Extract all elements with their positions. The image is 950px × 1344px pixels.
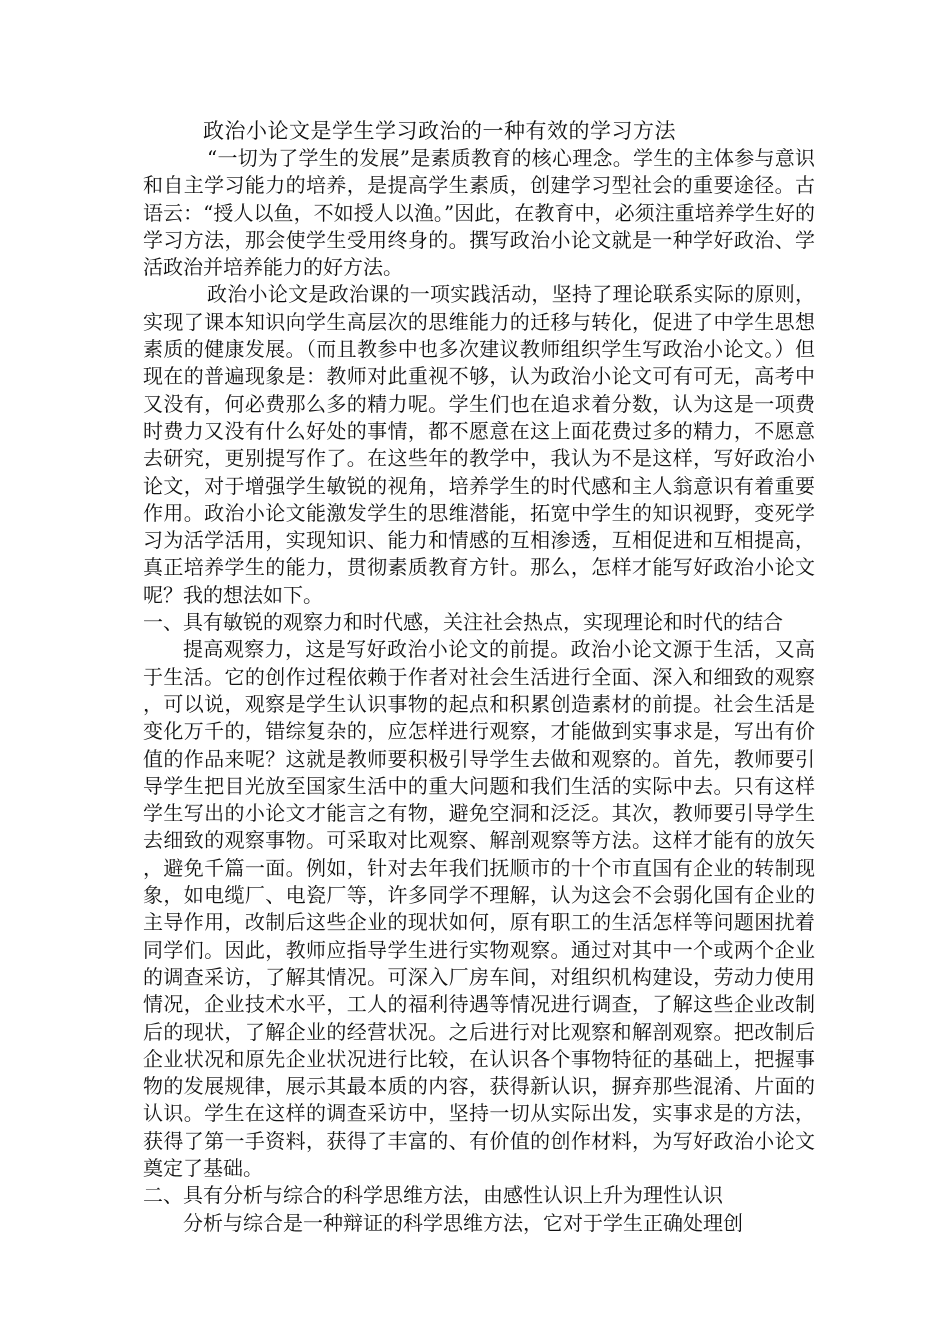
section-heading-2: 二、具有分析与综合的科学思维方法，由感性认识上升为理性认识: [143, 1183, 723, 1208]
section-1-paragraph: 提高观察力，这是写好政治小论文的前提。政治小论文源于生活，又高于生活。它的创作过程依赖于作者对社会生活进行全面、深入和细致的观察，可以说，观察是学生认识事物的起点和积累创造素材的前提。社会生活是变化万千的，错综复杂的，应怎样进行观察，才能做到实事求是，写出有价值的作品来呢？这就是教师要积极引导学生去做和观察的。首先，教师要引导学生把目光放至国家生活中的重大问题和我们生活的实际中去。只有这样学生写出的小论文才能言之有物，避免空洞和泛泛。其次，教师要引导学生去细致的观察事物。可采取对比观察、解剖观察等方法。这样才能有的放矢，避免千篇一面。例如，针对去年我们抚顺市的十个市直国有企业的转制现象，如电缆厂、电瓷厂等，许多同学不理解，认为这会不会弱化国有企业的主导作用，改制后这些企业的现状如何，原有职工的生活怎样等问题困扰着同学们。因此，教师应指导学生进行实物观察。通过对其中一个或两个企业的调查采访，了解其情况。可深入厂房车间，对组织机构建设，劳动力使用情况，企业技术水平，工人的福利待遇等情况进行调查，了解这些企业改制后的现状，了解企业的经营状况。之后进行对比观察和解剖观察。把改制后企业状况和原先企业状况进行比较，在认识各个事物特征的基础上，把握事物的发展规律，展示其最本质的内容，获得新认识，摒弃那些混淆、片面的认识。学生在这样的调查采访中，坚持一切从实际出发，实事求是的方法，获得了第一手资料，获得了丰富的、有价值的创作材料，为写好政治小论文奠定了基础。: [143, 637, 815, 1180]
document-title: 政治小论文是学生学习政治的一种有效的学习方法: [203, 119, 676, 143]
section-heading-1: 一、具有敏锐的观察力和时代感，关注社会热点，实现理论和时代的结合: [143, 610, 783, 635]
document-page: [143, 118, 815, 1237]
body-paragraph: 政治小论文是政治课的一项实践活动，坚持了理论联系实际的原则，实现了课本知识向学生高层次的思维能力的迁移与转化，促进了中学生思想素质的健康发展。（而且教参中也多次建议教师组织学生写政治小论文。）但现在的普遍现象是：教师对此重视不够，认为政治小论文可有可无，高考中又没有，何必费那么多的精力呢。学生们也在追求着分数，认为这是一项费时费力又没有什么好处的事情，都不愿意在这上面花费过多的精力，不愿意去研究，更别提写作了。在这些年的教学中，我认为不是这样，写好政治小论文，对于增强学生敏锐的视角，培养学生的时代感和主人翁意识有着重要作用。政治小论文能激发学生的思维潜能，拓宽中学生的知识视野，变死学习为活学活用，实现知识、能力和情感的互相渗透，互相促进和互相提高，真正培养学生的能力，贯彻素质教育方针。那么，怎样才能写好政治小论文呢？我的想法如下。: [143, 282, 815, 607]
section-2-paragraph: 分析与综合是一种辩证的科学思维方法，它对于学生正确处理创: [183, 1210, 743, 1235]
intro-paragraph: “一切为了学生的发展”是素质教育的核心理念。学生的主体参与意识和自主学习能力的培养，是提高学生素质，创建学习型社会的重要途径。古语云：“授人以鱼，不如授人以渔。”因此，在教育中，必须注重培养学生好的学习方法，那会使学生受用终身的。撰写政治小论文就是一种学好政治、学活政治并培养能力的好方法。: [143, 146, 815, 280]
